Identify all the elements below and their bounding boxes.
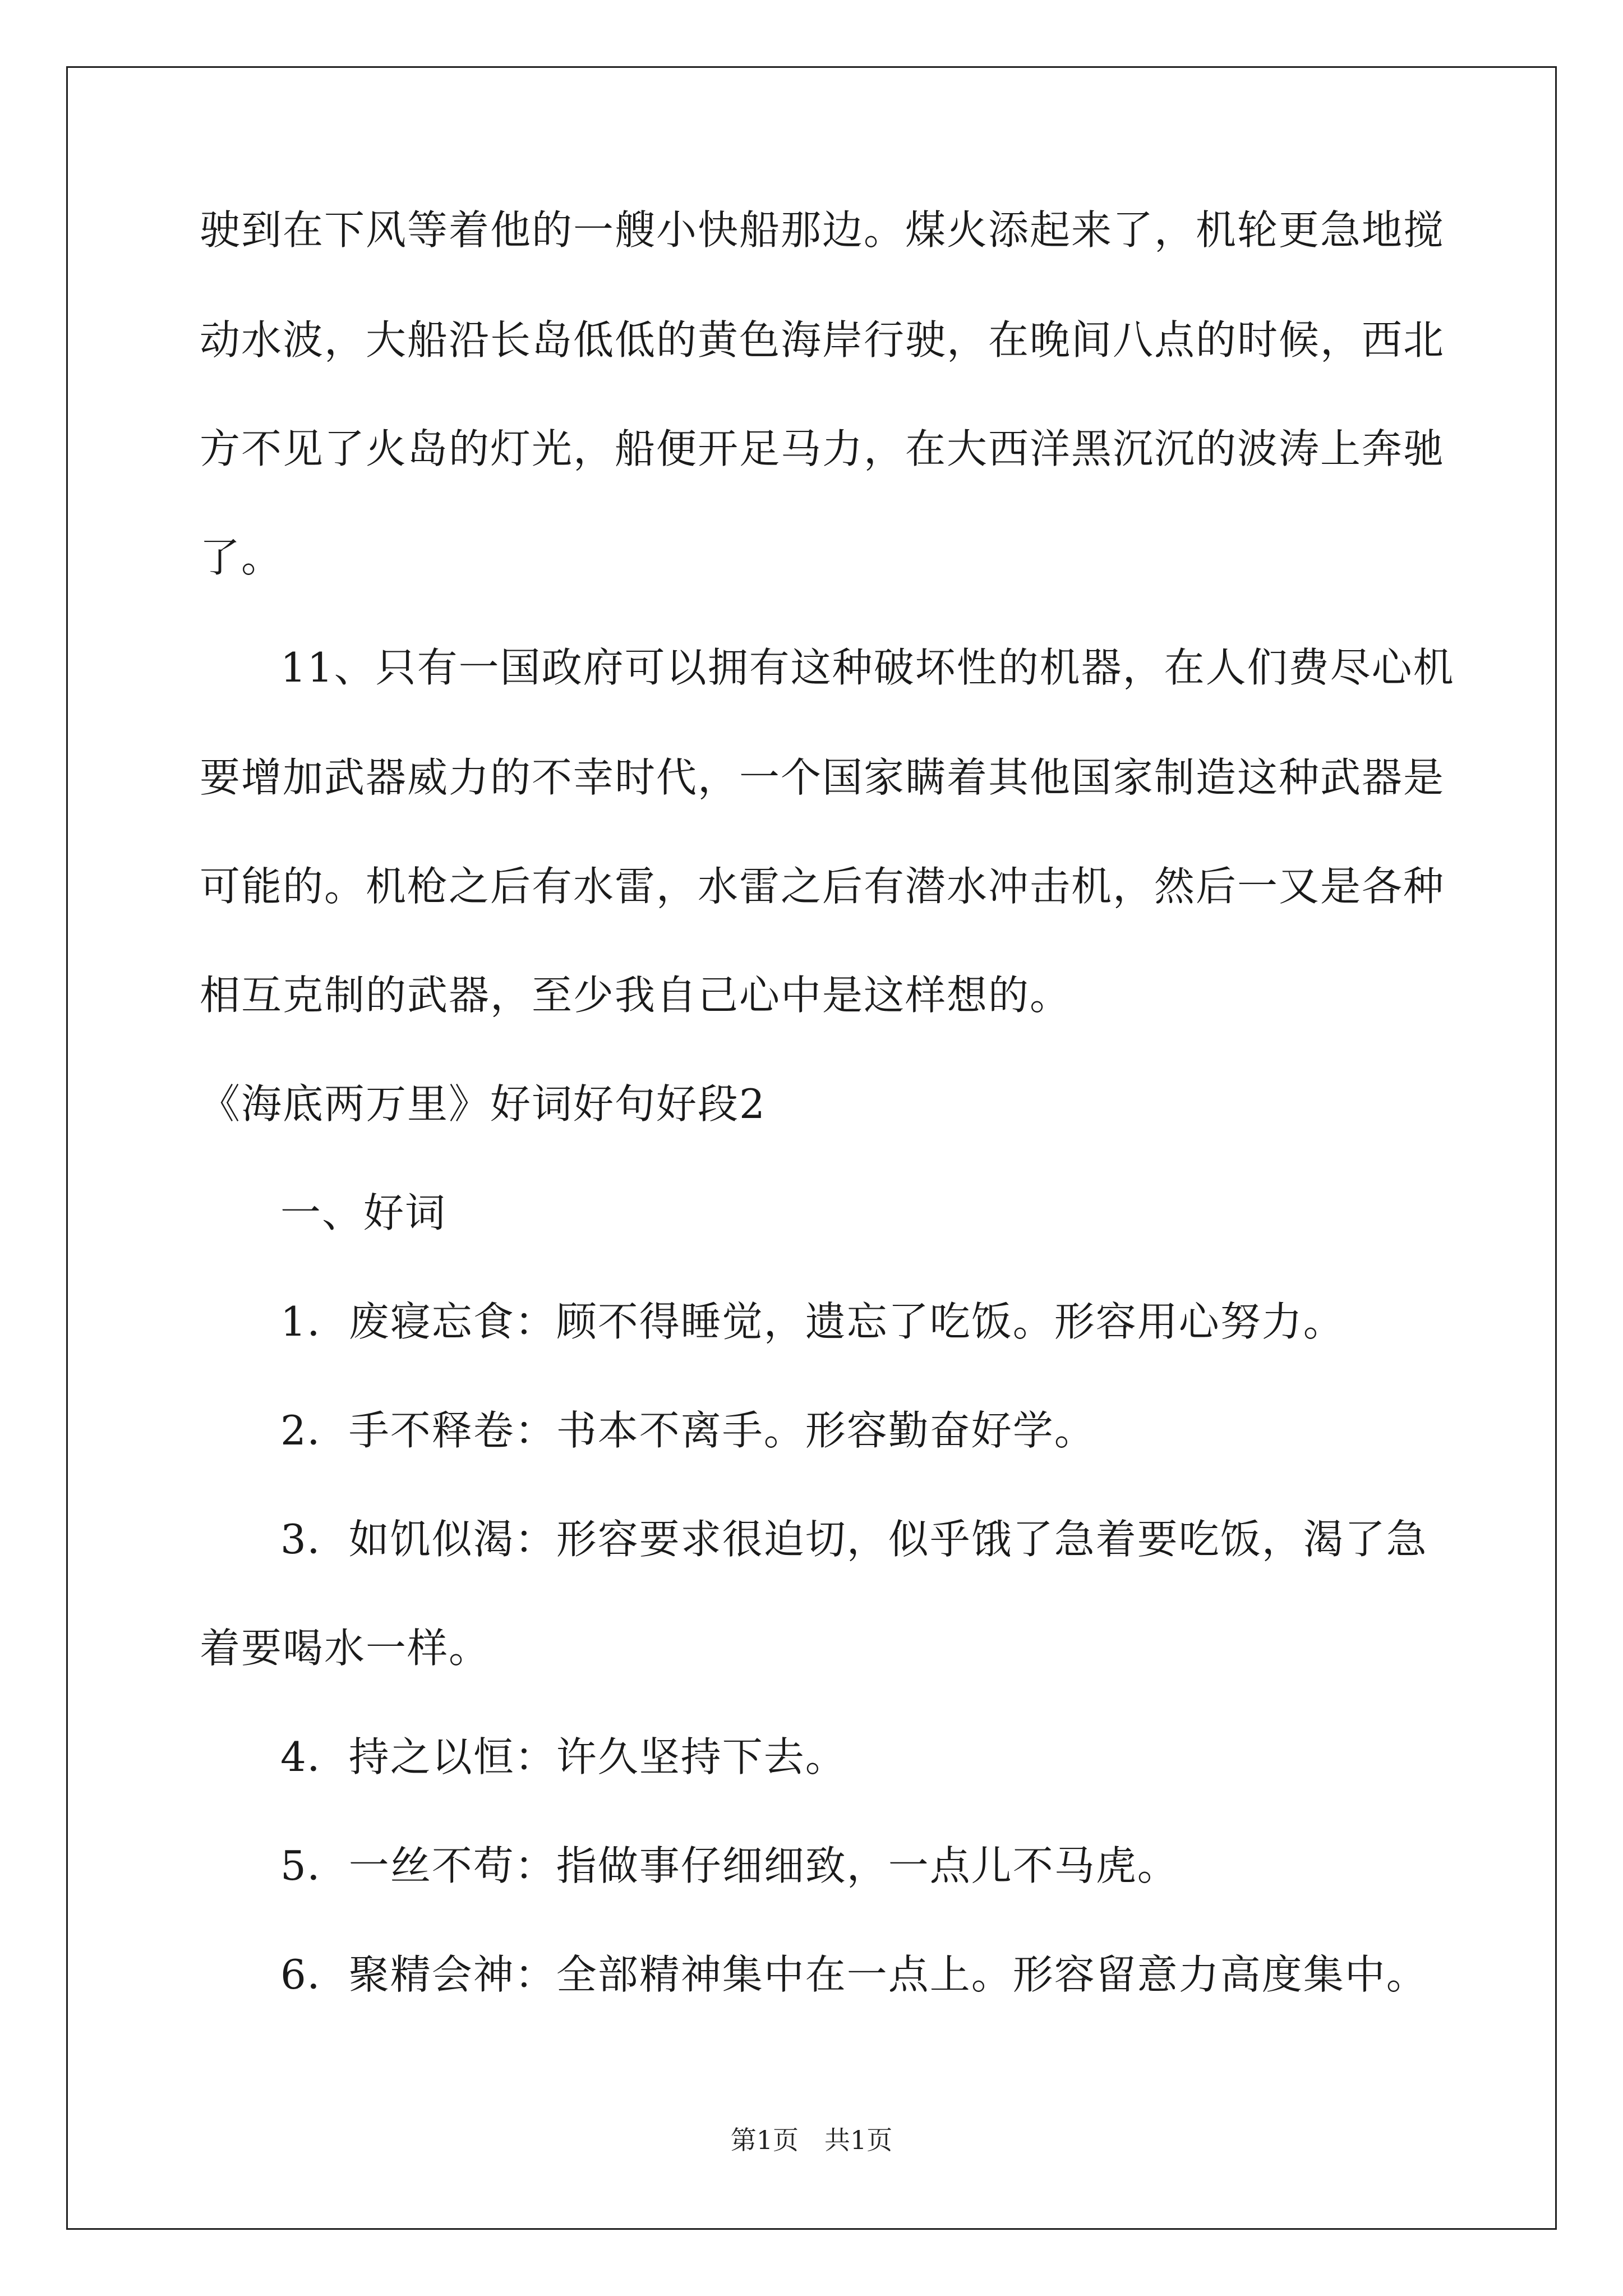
entry-5: 5．一丝不苟：指做事仔细细致，一点儿不马虎。	[280, 1842, 1179, 1889]
entry-1: 1．废寝忘食：顾不得睡觉，遗忘了吃饭。形容用心努力。	[280, 1298, 1345, 1345]
paragraph-1-line-3: 方不见了火岛的灯光，船便开足马力，在大西洋黑沉沉的波涛上奔驰	[200, 425, 1445, 472]
entry-2: 2．手不释卷：书本不离手。形容勤奋好学。	[280, 1407, 1096, 1454]
paragraph-1-line-1: 驶到在下风等着他的一艘小快船那边。煤火添起来了，机轮更急地搅	[200, 206, 1445, 254]
paragraph-2-line-2: 要增加武器威力的不幸时代，一个国家瞒着其他国家制造这种武器是	[200, 754, 1445, 801]
paragraph-2-line-4: 相互克制的武器，至少我自己心中是这样想的。	[200, 972, 1072, 1019]
entry-4: 4．持之以恒：许久坚持下去。	[280, 1733, 847, 1780]
paragraph-2-line-1: 11、只有一国政府可以拥有这种破坏性的机器，在人们费尽心机	[280, 644, 1455, 691]
page-border	[66, 66, 1557, 2230]
entry-3-line-1: 3．如饥似渴：形容要求很迫切，似乎饿了急着要吃饭，渴了急	[280, 1516, 1428, 1563]
paragraph-2-line-3: 可能的。机枪之后有水雷，水雷之后有潜水冲击机，然后一又是各种	[200, 863, 1445, 910]
paragraph-1-line-4: 了。	[200, 534, 283, 581]
section-title: 《海底两万里》好词好句好段2	[200, 1080, 766, 1128]
page-number-total: 共1页	[824, 2125, 893, 2155]
entry-6: 6．聚精会神：全部精神集中在一点上。形容留意力高度集中。	[280, 1951, 1428, 1998]
page-footer	[0, 2123, 1623, 2157]
page-number-current: 第1页	[730, 2125, 799, 2155]
subsection-title: 一、好词	[280, 1189, 447, 1236]
entry-3-line-2: 着要喝水一样。	[200, 1625, 491, 1672]
paragraph-1-line-2: 动水波，大船沿长岛低低的黄色海岸行驶，在晚间八点的时候，西北	[200, 316, 1445, 364]
